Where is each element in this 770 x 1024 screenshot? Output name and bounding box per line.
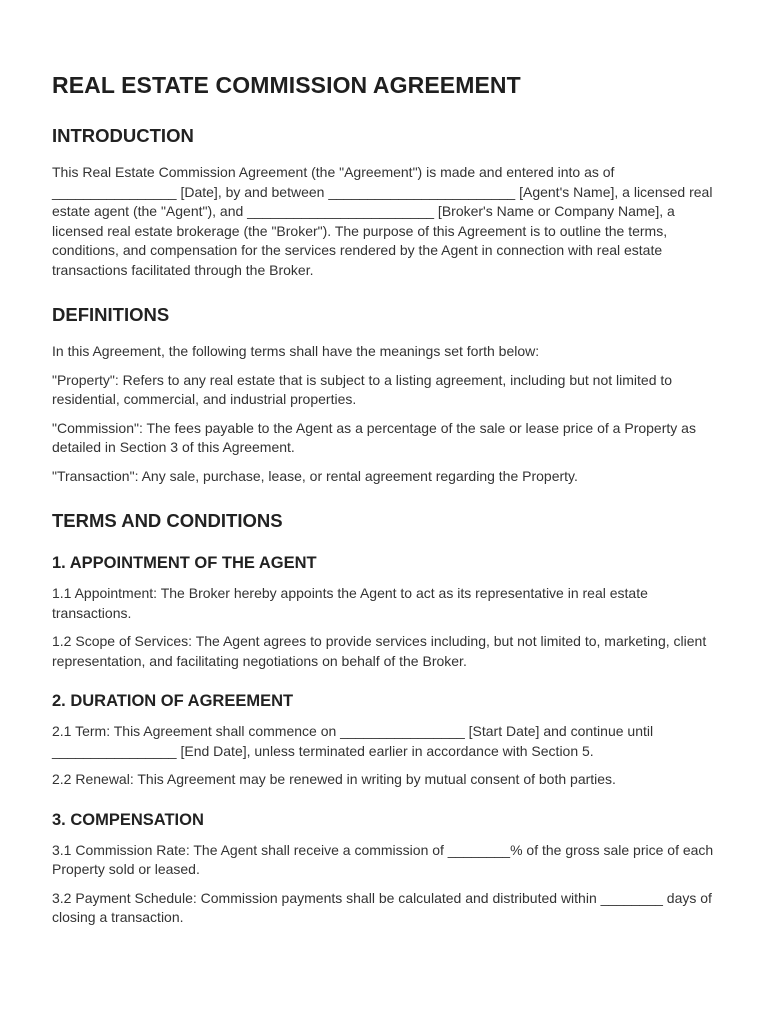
section-duration-heading: 2. DURATION OF AGREEMENT <box>52 692 294 710</box>
clause-1-1: 1.1 Appointment: The Broker hereby appoints the Agent to act as its representative in real estate transactions. <box>52 585 648 621</box>
clause-2-1: 2.1 Term: This Agreement shall commence on ________________ [Start Date] and continue until ________________ [End Date], unless terminated earlier in accordance with Section 5. <box>52 723 654 759</box>
introduction-heading: INTRODUCTION <box>52 125 194 146</box>
clause-1-2: 1.2 Scope of Services: The Agent agrees to provide services including, but not limited to, marketing, client representation, and facilitating negotiations on behalf of the Broker. <box>52 633 707 669</box>
definition-transaction: "Transaction": Any sale, purchase, lease, or rental agreement regarding the Property. <box>52 467 578 484</box>
introduction-paragraph: This Real Estate Commission Agreement (the "Agreement") is made and entered into as of ________________ [Date], by and between ________________________ [Agent's Name], a licensed real estate agent (the "Agent"), and ________________________ [Broker's Name or Company Name], a licensed real estate brokerage (the "Broker"). The purpose of this Agreement is to outline the terms, conditions, and compensation for the services rendered by the Agent in connection with real estate transactions facilitated through the Broker. <box>52 164 713 278</box>
introduction-section <box>52 124 722 280</box>
clause-3-1: 3.1 Commission Rate: The Agent shall receive a commission of ________% of the gross sale price of each Property sold or leased. <box>52 841 714 877</box>
clause-2-2: 2.2 Renewal: This Agreement may be renewed in writing by mutual consent of both parties. <box>52 771 616 787</box>
definition-commission: "Commission": The fees payable to the Agent as a percentage of the sale or lease price of a Property as detailed in Section 3 of this Agreement. <box>52 419 696 455</box>
definitions-intro: In this Agreement, the following terms shall have the meanings set forth below: <box>52 343 540 359</box>
section-duration <box>52 690 722 790</box>
terms-heading: TERMS AND CONDITIONS <box>52 510 283 531</box>
definitions-heading: DEFINITIONS <box>52 304 170 325</box>
document-title: REAL ESTATE COMMISSION AGREEMENT <box>52 72 521 98</box>
clause-3-2: 3.2 Payment Schedule: Commission payments shall be calculated and distributed within ________ days of closing a transaction. <box>52 889 712 925</box>
document-page <box>52 70 722 937</box>
definitions-section <box>52 303 722 486</box>
section-appointment <box>52 552 722 671</box>
section-compensation-heading: 3. COMPENSATION <box>52 810 204 829</box>
section-appointment-heading: 1. APPOINTMENT OF THE AGENT <box>52 554 317 572</box>
terms-section <box>52 509 722 928</box>
section-compensation <box>52 809 722 928</box>
definition-property: "Property": Refers to any real estate that is subject to a listing agreement, including but not limited to residential, commercial, and industrial properties. <box>52 371 673 407</box>
